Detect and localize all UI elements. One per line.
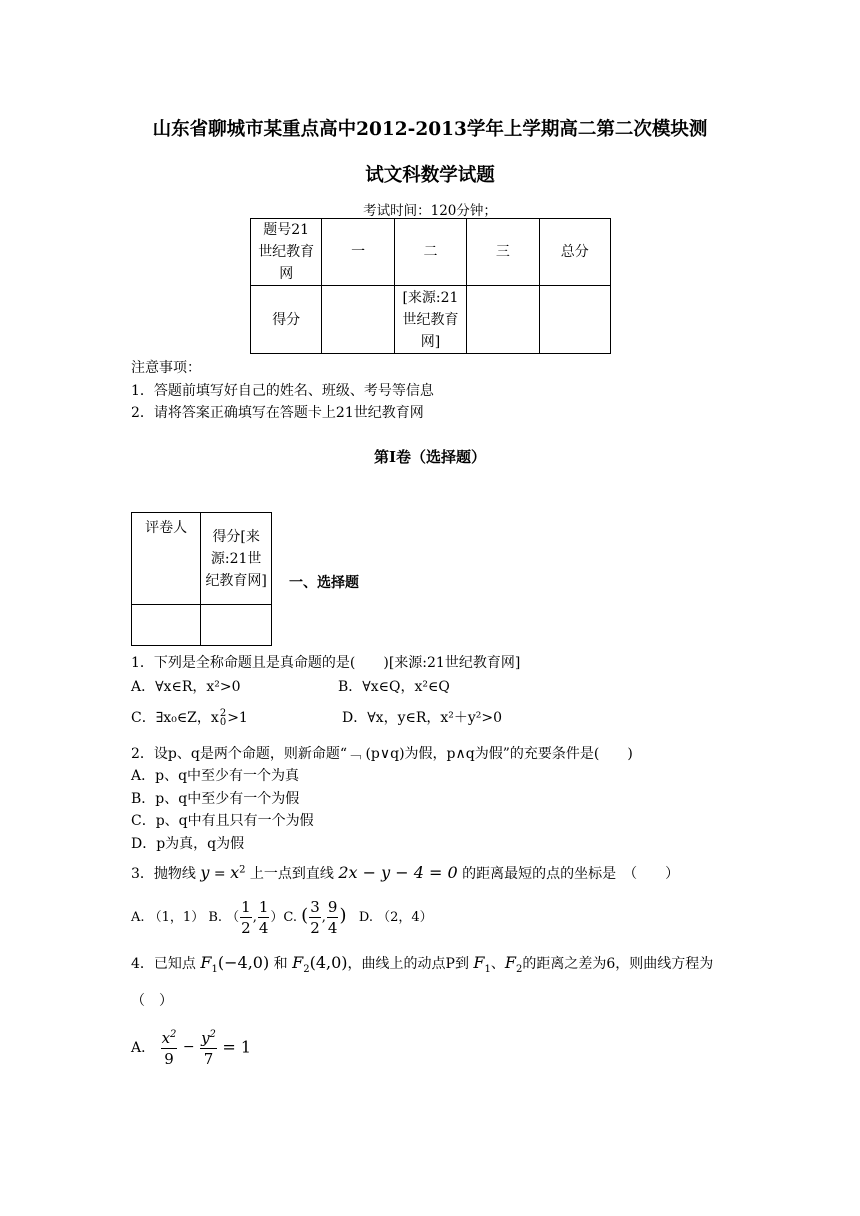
score-cell: 得分[来源:21世纪教育网]	[201, 513, 272, 605]
grader-cell: 评卷人	[132, 513, 201, 605]
q4-option-a: A． $\frac{x^2}{9}$ − $\frac{y^2}{7}$ = 1	[131, 1025, 251, 1069]
score-cell	[467, 286, 539, 354]
section1-title: 一、选择题	[289, 575, 359, 591]
score-header-cell: 三	[467, 219, 539, 286]
score-header-cell: 一	[322, 219, 394, 286]
notice-title: 注意事项：	[131, 360, 201, 376]
score-header-cell: 题号21世纪教育网	[251, 219, 322, 286]
score-blank	[201, 605, 272, 646]
q1-stem: 1．下列是全称命题且是真命题的是( )[来源:21世纪教育网]	[131, 655, 521, 671]
q1-option-c: C．∃x₀∈Z，x2 0>1	[131, 708, 248, 728]
score-cell	[322, 286, 394, 354]
title-line-2: 试文科数学试题	[365, 165, 495, 186]
title-line-1: 山东省聊城市某重点高中2012-2013学年上学期高二第二次模块测	[152, 119, 708, 140]
score-cell: [来源:21世纪教育网]	[394, 286, 466, 354]
notice-item: 1．答题前填写好自己的姓名、班级、考号等信息	[131, 383, 434, 399]
part1-title: 第I卷（选择题）	[373, 448, 487, 466]
q4-paren: （ ）	[131, 993, 173, 1009]
score-cell	[539, 286, 610, 354]
q1-option-d: D．∀x，y∈R，x²＋y²>0	[342, 710, 503, 726]
q2-option: C．p、q中有且只有一个为假	[131, 813, 314, 829]
grader-blank	[132, 605, 201, 646]
score-header-cell: 二	[394, 219, 466, 286]
q4-stem: 4．已知点 $F_1(-4,0)$ 和 $F_2(4,0)$，曲线上的动点P到 $F_1$、$F_2$的距离之差为6，则曲线方程为	[131, 953, 714, 975]
score-header-cell: 总分	[539, 219, 610, 286]
q1-option-a: A．∀x∈R，x²>0	[131, 679, 241, 695]
q1-option-b: B．∀x∈Q，x²∈Q	[338, 679, 450, 695]
q3-stem: 3．抛物线 $y = x^2$ 上一点到直线 2x − y − 4 = 0 的距离最短的点的坐标是 （ ）	[131, 863, 680, 882]
q2-option: A．p、q中至少有一个为真	[131, 768, 300, 784]
score-table	[250, 218, 611, 354]
q2-option: B．p、q中至少有一个为假	[131, 791, 300, 807]
q2-stem: 2．设p、q是两个命题，则新命题“﹁ (p∨q)为假，p∧q为假”的充要条件是( )	[131, 746, 633, 762]
q3-options: A. （1，1） B. （ $\frac{1}{2}$ , $\frac{1}{4}$ ）C. ( $\frac{3}{2}$ , $\frac{9}{4}$ ) D. （2，4）	[131, 898, 433, 937]
grader-table	[131, 512, 272, 646]
score-row-label: 得分	[251, 286, 322, 354]
q2-option: D．p为真，q为假	[131, 836, 245, 852]
notice-item: 2．请将答案正确填写在答题卡上21世纪教育网	[131, 405, 424, 421]
exam-time: 考试时间：120分钟；	[363, 203, 497, 219]
